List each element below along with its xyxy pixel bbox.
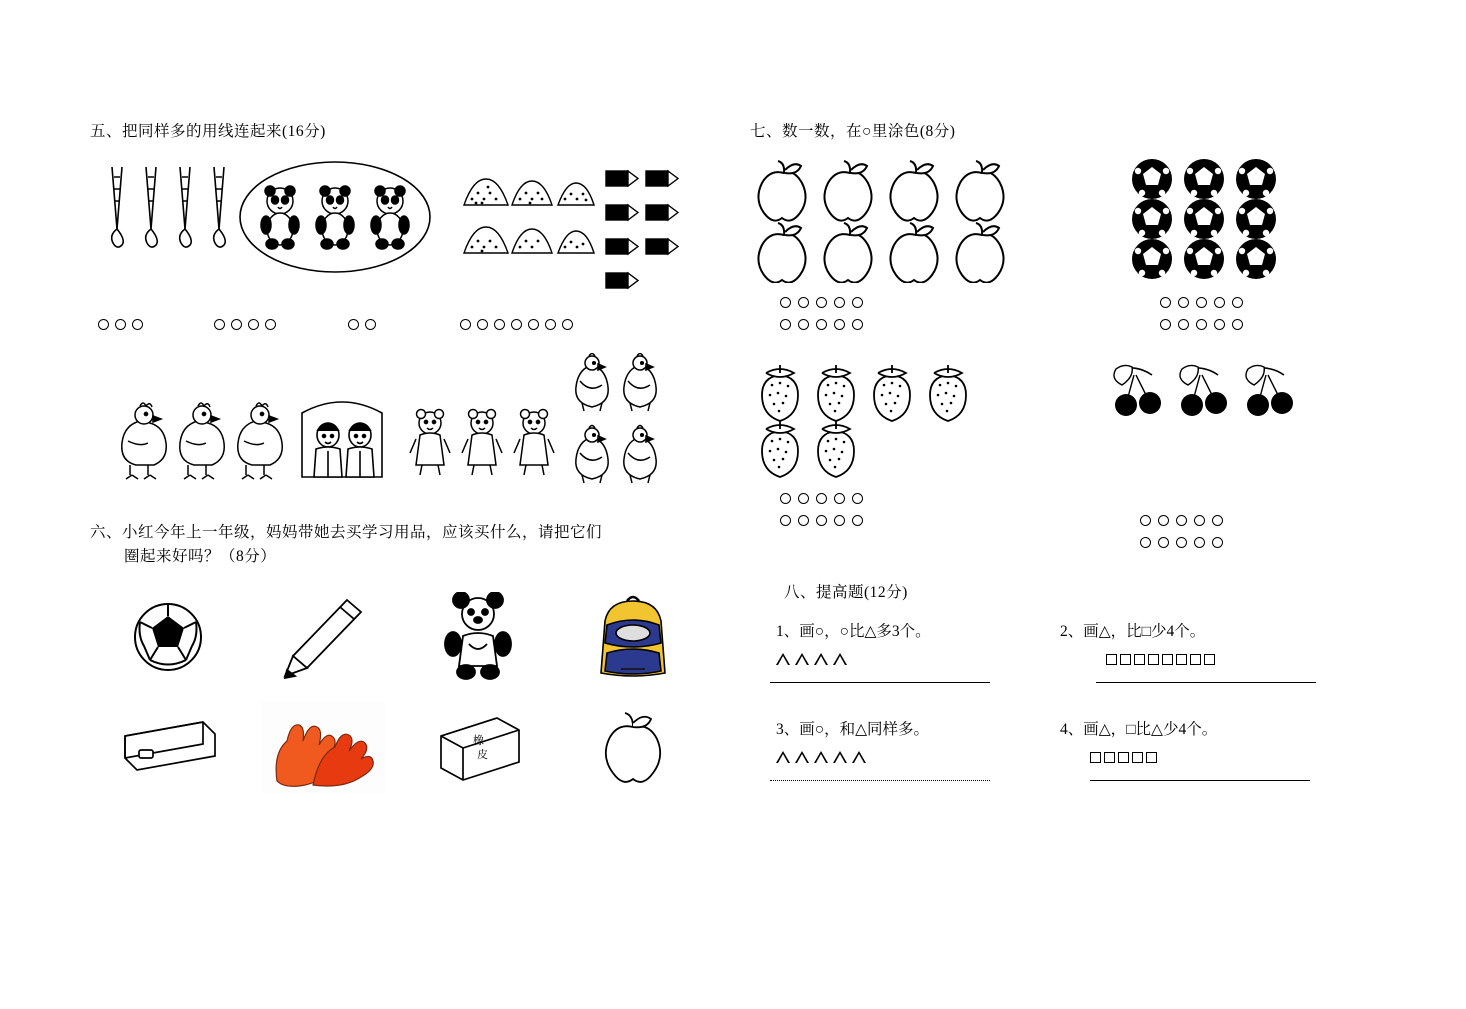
answer-circle[interactable]	[98, 319, 109, 330]
square-shape	[1146, 752, 1157, 763]
answer-circle[interactable]	[562, 319, 573, 330]
color-circle[interactable]	[1196, 297, 1207, 308]
color-circle[interactable]	[1140, 537, 1151, 548]
apples-illustration	[750, 153, 1040, 283]
question-8-item-1	[750, 619, 1050, 683]
question-6-heading-line1: 六、小红今年上一年级，妈妈带她去买学习用品，应该买什么，请把它们	[90, 524, 603, 542]
question-8-heading: 八、提高题(12分)	[784, 584, 908, 602]
triangle-shape	[776, 751, 790, 764]
square-shape	[1132, 752, 1143, 763]
color-circle[interactable]	[834, 297, 845, 308]
item-backpack[interactable]	[555, 582, 710, 692]
color-circle[interactable]	[1194, 515, 1205, 526]
item-label: 4、画△，□比△少4个。	[1060, 720, 1218, 738]
answer-circle[interactable]	[348, 319, 359, 330]
item-shapes-squares	[1050, 749, 1350, 767]
item-soccer-ball[interactable]	[90, 582, 245, 692]
answer-circle[interactable]	[132, 319, 143, 330]
color-circle[interactable]	[1178, 297, 1189, 308]
circle-row[interactable]	[1160, 319, 1350, 330]
square-shape	[1090, 752, 1101, 763]
square-shape	[1162, 654, 1173, 665]
question-6-heading-line2: 圈起来好吗？（8分）	[124, 547, 277, 565]
question-8	[750, 581, 1390, 814]
color-circle[interactable]	[1214, 319, 1225, 330]
answer-circle[interactable]	[460, 319, 471, 330]
answer-line[interactable]	[770, 780, 990, 781]
square-shape	[1118, 752, 1129, 763]
strawberries-answer-circles	[750, 493, 1050, 526]
color-circle[interactable]	[816, 297, 827, 308]
answer-circle[interactable]	[248, 319, 259, 330]
question-8-item-4	[1050, 717, 1350, 781]
item-pencil[interactable]	[245, 582, 400, 692]
triangle-shape	[833, 653, 847, 666]
question-7-row-2	[750, 359, 1390, 559]
question-7-heading: 七、数一数，在○里涂色(8分)	[750, 123, 956, 140]
square-shape	[1148, 654, 1159, 665]
color-circle[interactable]	[1178, 319, 1189, 330]
color-circle[interactable]	[1176, 537, 1187, 548]
color-circle[interactable]	[816, 319, 827, 330]
question-8-item-2	[1050, 619, 1350, 683]
question-7-soccer-block	[1050, 153, 1350, 341]
question-7-strawberries-block	[750, 359, 1050, 559]
color-circle[interactable]	[1194, 537, 1205, 548]
color-circle[interactable]	[798, 297, 809, 308]
color-circle[interactable]	[1212, 515, 1223, 526]
soccer-balls-illustration	[1130, 153, 1420, 283]
color-circle[interactable]	[852, 493, 863, 504]
triangle-shape	[776, 653, 790, 666]
answer-circle[interactable]	[545, 319, 556, 330]
color-circle[interactable]	[852, 297, 863, 308]
color-circle[interactable]	[1140, 515, 1151, 526]
circle-row[interactable]	[780, 297, 1050, 308]
triangle-shape	[814, 751, 828, 764]
triangle-shape	[852, 751, 866, 764]
item-shapes-squares	[1050, 651, 1350, 669]
color-circle[interactable]	[780, 515, 791, 526]
square-shape	[1190, 654, 1201, 665]
answer-circle[interactable]	[214, 319, 225, 330]
color-circle[interactable]	[1160, 319, 1171, 330]
item-shapes-triangles	[750, 749, 1050, 767]
answer-group-2[interactable]	[214, 319, 276, 330]
color-circle[interactable]	[816, 493, 827, 504]
strawberries-illustration	[750, 359, 1040, 479]
item-gloves[interactable]	[245, 692, 400, 802]
color-circle[interactable]	[780, 297, 791, 308]
question-6-row-2	[90, 692, 710, 802]
answer-circle[interactable]	[115, 319, 126, 330]
circle-row[interactable]	[780, 493, 1050, 504]
answer-circle[interactable]	[231, 319, 242, 330]
question-8-items	[750, 619, 1380, 815]
question-7-apples-block	[750, 153, 1050, 341]
question-8-item-3	[750, 717, 1050, 781]
question-5-artwork-row2	[90, 353, 710, 513]
answer-circle[interactable]	[528, 319, 539, 330]
color-circle[interactable]	[1196, 319, 1207, 330]
right-column	[750, 120, 1390, 815]
square-shape	[1176, 654, 1187, 665]
item-label: 1、画○，○比△多3个。	[776, 622, 931, 640]
color-circle[interactable]	[1176, 515, 1187, 526]
color-circle[interactable]	[834, 493, 845, 504]
color-circle[interactable]	[798, 515, 809, 526]
color-circle[interactable]	[1158, 515, 1169, 526]
answer-group-4[interactable]	[460, 319, 573, 330]
item-label: 3、画○，和△同样多。	[776, 720, 930, 738]
color-circle[interactable]	[798, 319, 809, 330]
color-circle[interactable]	[852, 319, 863, 330]
item-shapes-triangles	[750, 651, 1050, 669]
color-circle[interactable]	[780, 319, 791, 330]
svg-text:皮: 皮	[476, 748, 488, 761]
answer-circle[interactable]	[494, 319, 505, 330]
question-6-picture-grid	[90, 582, 710, 802]
left-column	[90, 120, 730, 802]
triangle-shape	[833, 751, 847, 764]
question-7-row-1	[750, 153, 1390, 341]
answer-line[interactable]	[1096, 682, 1316, 683]
item-teddy-bear[interactable]	[400, 582, 555, 692]
color-circle[interactable]	[780, 493, 791, 504]
color-circle[interactable]	[834, 515, 845, 526]
question-6-row-1	[90, 582, 710, 692]
color-circle[interactable]	[816, 515, 827, 526]
answer-group-1[interactable]	[98, 319, 143, 330]
color-circle[interactable]	[834, 319, 845, 330]
answer-group-3[interactable]	[348, 319, 376, 330]
square-shape	[1104, 752, 1115, 763]
circle-row[interactable]	[1160, 297, 1350, 308]
circle-row[interactable]	[780, 319, 1050, 330]
triangle-shape	[814, 653, 828, 666]
color-circle[interactable]	[1160, 297, 1171, 308]
question-5-answer-circles	[90, 319, 710, 339]
color-circle[interactable]	[1214, 297, 1225, 308]
apples-answer-circles	[750, 297, 1050, 330]
answer-circle[interactable]	[365, 319, 376, 330]
color-circle[interactable]	[852, 515, 863, 526]
square-shape	[1106, 654, 1117, 665]
color-circle[interactable]	[1212, 537, 1223, 548]
color-circle[interactable]	[798, 493, 809, 504]
answer-line[interactable]	[770, 682, 990, 683]
answer-circle[interactable]	[265, 319, 276, 330]
question-5-artwork	[90, 149, 710, 319]
answer-line[interactable]	[1090, 780, 1310, 781]
cherries-illustration	[1110, 359, 1400, 479]
item-apple[interactable]	[555, 692, 710, 802]
item-pencil-case[interactable]	[90, 692, 245, 802]
eraser-label-text: 橡	[472, 734, 484, 747]
question-7-cherries-block	[1050, 359, 1350, 559]
item-label: 2、画△，比□少4个。	[1060, 622, 1206, 640]
square-shape	[1120, 654, 1131, 665]
circle-row[interactable]	[1140, 537, 1350, 548]
color-circle[interactable]	[1158, 537, 1169, 548]
color-circle[interactable]	[1232, 297, 1243, 308]
cherries-answer-circles	[1050, 515, 1350, 548]
triangle-shape	[795, 653, 809, 666]
question-5-heading: 五、把同样多的用线连起来(16分)	[90, 123, 326, 140]
square-shape	[1134, 654, 1145, 665]
square-shape	[1204, 654, 1215, 665]
color-circle[interactable]	[1232, 319, 1243, 330]
circle-row[interactable]	[780, 515, 1050, 526]
soccer-answer-circles	[1050, 297, 1350, 330]
circle-row[interactable]	[1140, 515, 1350, 526]
item-eraser[interactable]	[400, 692, 555, 802]
answer-circle[interactable]	[477, 319, 488, 330]
answer-circle[interactable]	[511, 319, 522, 330]
triangle-shape	[795, 751, 809, 764]
